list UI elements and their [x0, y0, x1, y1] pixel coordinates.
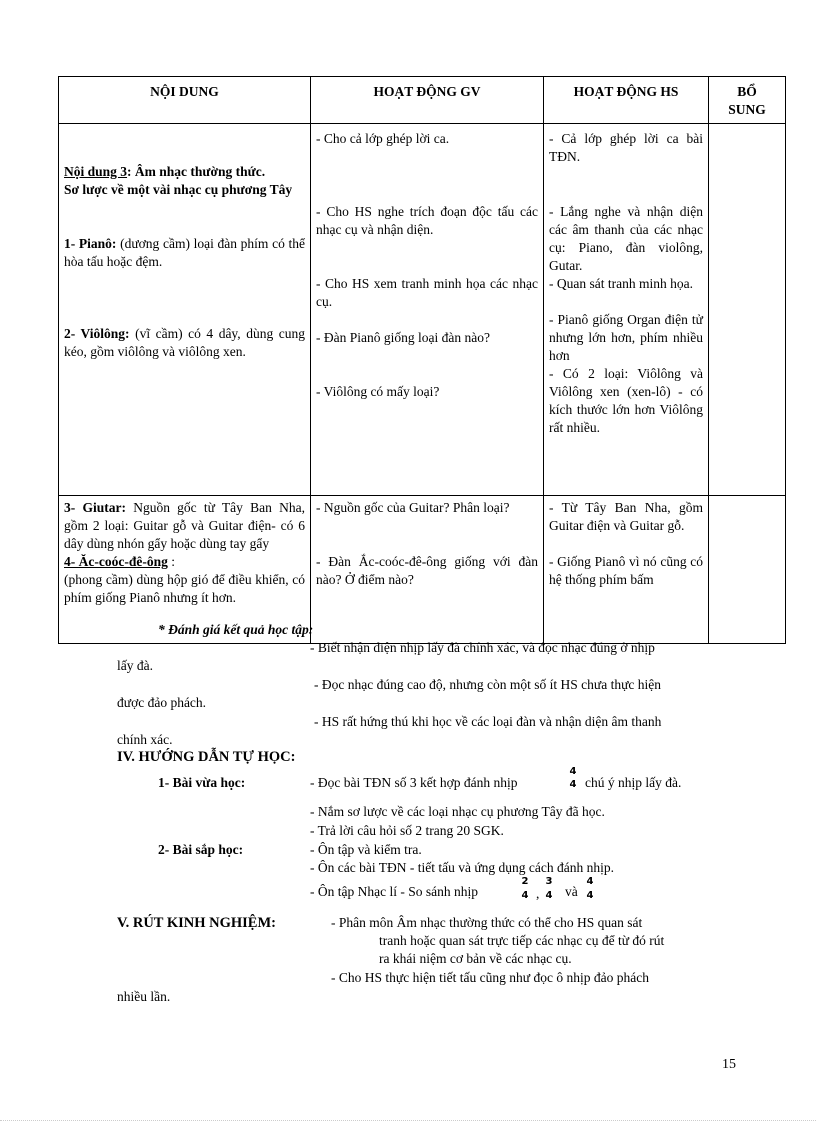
self-study-line: - Trả lời câu hỏi số 2 trang 20 SGK. — [310, 823, 504, 838]
teacher-question-piano: - Đàn Pianô giống loại đàn nào? — [316, 330, 490, 345]
guitar-text: Nguồn gốc từ Tây Ban Nha, gồm 2 loại: Guitar gỗ và Guitar điện- có 6 dây dùng nhón gẩy hoặc dùng tay gẩy — [64, 500, 305, 551]
experience-line: - Phân môn Âm nhạc thường thức có thể cho HS quan sát — [331, 915, 643, 930]
teacher-question-violin: - Viôlông có mấy loại? — [316, 384, 440, 399]
teacher-step-lyrics: - Cho cả lớp ghép lời ca. — [316, 131, 450, 146]
experience-line: tranh hoặc quan sát trực tiếp các nhạc cụ để từ đó rút — [379, 933, 665, 948]
time-sig-denominator: 4 — [521, 890, 529, 901]
piano-item — [64, 235, 305, 271]
next-lesson-label: 2- Bài sắp học: — [158, 842, 244, 857]
time-sig-denominator: 4 — [586, 890, 594, 901]
page-bottom-divider — [0, 1120, 816, 1121]
self-study-line: - Ôn các bài TĐN - tiết tấu và ứng dụng cách đánh nhịp. — [310, 860, 614, 875]
self-study-line: - Ôn tập Nhạc lí - So sánh nhịp — [310, 884, 478, 899]
student-answer-piano: - Pianô giống Organ điện tử nhưng lớn hơn, phím nhiều hơn — [549, 312, 703, 363]
accordion-text: (phong cầm) dùng hộp gió để điều khiển, có phím giống Pianô nhưng ít hơn. — [64, 572, 305, 605]
topic-heading — [64, 163, 305, 181]
assessment-line: - HS rất hứng thú khi học về các loại đàn và nhận diện âm thanh — [314, 714, 662, 729]
student-step-lyrics: - Cả lớp ghép lời ca bài TĐN. — [549, 131, 703, 164]
teacher-cell — [311, 496, 544, 644]
violin-text: (vĩ cầm) có 4 dây, dùng cung kéo, gồm viôlông và viôlông xen. — [64, 326, 305, 359]
student-step-listen: - Lắng nghe và nhận diện các âm thanh của các nhạc cụ: Piano, đàn violông, Gutar. — [549, 204, 703, 273]
topic-subheading: Sơ lược về một vài nhạc cụ phương Tây — [64, 182, 293, 197]
table-header-row — [59, 77, 786, 124]
student-answer-violin: - Có 2 loại: Viôlông và Viôlông xen (xen-lô) - có kích thước lớn hơn Viôlông rất nhiều. — [549, 366, 703, 435]
assessment-title: * Đánh giá kết quả học tập: — [158, 622, 314, 637]
time-signature-3-4 — [545, 877, 553, 901]
violin-label: 2- Viôlông: — [64, 326, 130, 341]
accordion-label: 4- Ăc-coóc-đê-ông — [64, 554, 168, 569]
student-cell — [544, 124, 709, 496]
time-sig-numerator: 4 — [569, 766, 577, 777]
time-signature-2-4 — [521, 877, 529, 901]
student-step-pictures: - Quan sát tranh minh họa. — [549, 276, 693, 291]
just-learned-label: 1- Bài vừa học: — [158, 775, 246, 790]
header-teacher-activity: HOẠT ĐỘNG GV — [311, 77, 544, 124]
time-signature-4-4 — [586, 877, 594, 901]
time-sig-denominator: 4 — [545, 890, 553, 901]
page-number: 15 — [722, 1057, 736, 1072]
time-sig-denominator: 4 — [569, 779, 577, 790]
teacher-step-listen: - Cho HS nghe trích đoạn độc tấu các nhạc cụ và nhận diện. — [316, 204, 538, 237]
teacher-question-accordion: - Đàn Ắc-coóc-đê-ông giống với đàn nào? Ở điểm nào? — [316, 554, 538, 587]
assessment-line: - Đọc nhạc đúng cao độ, nhưng còn một số ít HS chưa thực hiện — [314, 677, 662, 692]
time-sig-numerator: 3 — [545, 876, 553, 887]
topic-title: : Âm nhạc thường thức. — [127, 164, 266, 179]
teacher-step-pictures: - Cho HS xem tranh minh họa các nhạc cụ. — [316, 276, 538, 309]
guitar-label: 3- Giutar: — [64, 500, 126, 515]
assessment-line: được đảo phách. — [117, 695, 207, 710]
notes-cell — [709, 124, 786, 496]
experience-line: - Cho HS thực hiện tiết tấu cũng như đọc ô nhịp đảo phách — [331, 970, 649, 985]
violin-item — [64, 325, 305, 361]
assessment-line: - Biết nhận diện nhịp lấy đà chính xác, và đọc nhạc đúng ở nhịp — [310, 640, 655, 655]
guitar-item — [64, 499, 305, 553]
piano-text: (dương cầm) loại đàn phím có thể hòa tấu hoặc đệm. — [64, 236, 306, 269]
self-study-title: IV. HƯỚNG DẪN TỰ HỌC: — [117, 749, 296, 765]
self-study-line: - Nắm sơ lược về các loại nhạc cụ phương Tây đã học. — [310, 804, 605, 819]
content-cell — [59, 124, 311, 496]
table-row — [59, 124, 786, 496]
time-sig-numerator: 4 — [586, 876, 594, 887]
assessment-line: lấy đà. — [117, 658, 153, 673]
header-notes: BỔ SUNG — [709, 77, 786, 124]
notes-cell — [709, 496, 786, 644]
header-student-activity: HOẠT ĐỘNG HS — [544, 77, 709, 124]
experience-line: ra khái niệm cơ bản về các nhạc cụ. — [379, 951, 572, 966]
topic-label: Nội dung 3 — [64, 164, 128, 179]
accordion-item — [64, 553, 305, 607]
time-sig-numerator: 2 — [521, 876, 529, 887]
self-study-line: - Ôn tập và kiểm tra. — [310, 842, 422, 857]
time-sig-and: và — [565, 884, 578, 899]
piano-label: 1- Pianô: — [64, 236, 117, 251]
teacher-cell — [311, 124, 544, 496]
experience-title: V. RÚT KINH NGHIỆM: — [117, 915, 276, 931]
experience-line: nhiều lần. — [117, 989, 171, 1004]
accordion-colon: : — [167, 554, 175, 569]
self-study-line: - Đọc bài TĐN số 3 kết hợp đánh nhịp — [310, 775, 518, 790]
time-sig-separator: , — [536, 886, 540, 901]
student-cell — [544, 496, 709, 644]
assessment-line: chính xác. — [117, 732, 173, 747]
time-signature-4-4 — [569, 767, 577, 790]
lesson-table — [58, 76, 786, 644]
student-answer-guitar: - Từ Tây Ban Nha, gồm Guitar điện và Guitar gỗ. — [549, 500, 703, 533]
teacher-question-guitar: - Nguồn gốc của Guitar? Phân loại? — [316, 500, 510, 515]
self-study-line: chú ý nhịp lấy đà. — [585, 775, 682, 790]
header-content: NỘI DUNG — [59, 77, 311, 124]
student-answer-accordion: - Giống Pianô vì nó cũng có hệ thống phím bấm — [549, 554, 703, 587]
